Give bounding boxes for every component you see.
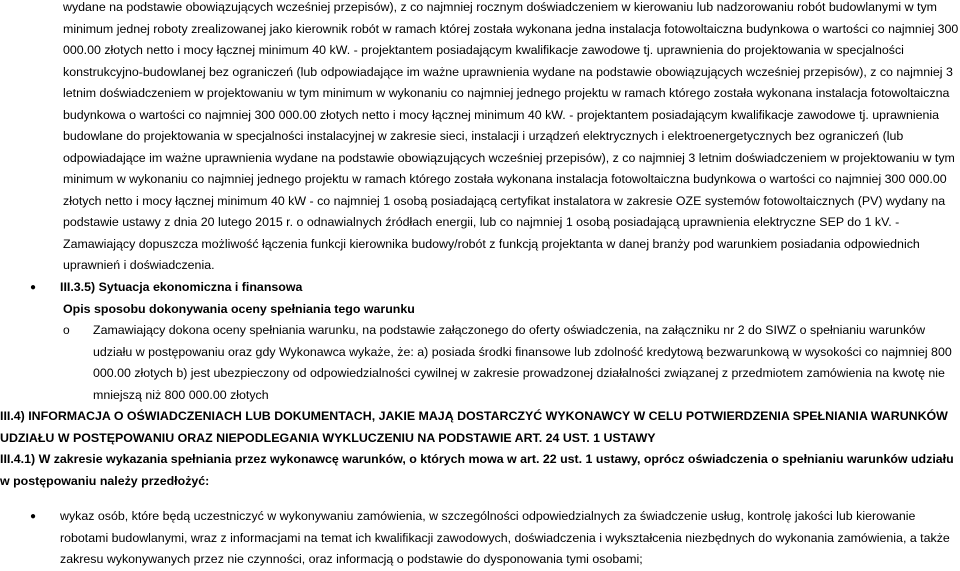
- section-3-5-text: Zamawiający dokona oceny spełniania warunku, na podstawie załączonego do oferty oświadczenia, na załączniku nr 2 do SIWZ o spełnianiu warunków udziału w postępowaniu oraz gdy Wykonawca wykaże, że: a) posiada środki finansowe lub zdolność kredytową bezwarunkową w wysokości co najmniej 800 000.00 złotych b) jest ubezpieczony od odpowiedzialności cywilnej w zakresie prowadzonej działalności związanej z przedmiotem zamówienia na kwotę nie mniejszą niż 800 000.00 złotych: [93, 323, 952, 402]
- section-3-5-heading: III.3.5) Sytuacja ekonomiczna i finansowa: [60, 280, 303, 294]
- section-4-heading: III.4) INFORMACJA O OŚWIADCZENIACH LUB DOKUMENTACH, JAKIE MAJĄ DOSTARCZYĆ WYKONAWCY W CELU POTWIERDZENIA SPEŁNIANIA WARUNKÓW UDZIAŁU W POSTĘPOWANIU ORAZ NIEPODLEGANIA WYKLUCZENIU NA PODSTAWIE ART. 24 UST. 1 USTAWY: [0, 409, 948, 445]
- section-3-5-subheading: Opis sposobu dokonywania oceny spełniania tego warunku: [63, 301, 415, 316]
- section-4-1-heading: III.4.1) W zakresie wykazania spełniania przez wykonawcę warunków, o których mowa w art. 22 ust. 1 ustawy, oprócz oświadczenia o spełnianiu warunków udziału w postępowaniu należy przedłożyć:: [0, 452, 954, 488]
- continuation-text: wydane na podstawie obowiązujących wcześniej przepisów), z co najmniej rocznym doświadczeniem w kierowaniu lub nadzorowaniu robót budowlanymi w tym minimum jednej roboty zrealizowanej jako kierownik robót w ramach której została wykonana jedna instalacja fotowoltaiczna budynkowa o wartości co najmniej 300 000.00 złotych netto i mocy łącznej minimum 40 kW. - projektantem posiadającym kwalifikacje zawodowe tj. uprawnienia do projektowania w specjalności konstrukcyjno-budowlanej bez ograniczeń (lub odpowiadające im ważne uprawnienia wydane na podstawie obowiązujących wcześniej przepisów), z co najmniej 3 letnim doświadczeniem w projektowaniu w tym minimum w wykonaniu co najmniej jednego projektu w ramach którego została wykonana instalacja fotowoltaiczna budynkowa o wartości co najmniej 300 000.00 złotych netto i mocy łącznej minimum 40 kW. - projektantem posiadającym kwalifikacje zawodowe tj. uprawnienia budowlane do projektowania w specjalności instalacyjnej w zakresie sieci, instalacji i urządzeń elektrycznych i elektroenergetycznych bez ograniczeń (lub odpowiadające im ważne uprawnienia wydane na podstawie obowiązujących wcześniej przepisów), z co najmniej 3 letnim doświadczeniem w projektowaniu w tym minimum w wykonaniu co najmniej jednego projektu w ramach którego została wykonana instalacja fotowoltaiczna budynkowa o wartości co najmniej 300 000.00 złotych netto i mocy łącznej minimum 40 kW - co najmniej 1 osobą posiadającą certyfikat instalatora w zakresie OZE systemów fotowoltaicznych (PV) wydany na podstawie ustawy z dnia 20 lutego 2015 r. o odnawialnych źródłach energii, lub co najmniej 1 osobą posiadającą uprawnienia elektryczne SEP do 1 kV. - Zamawiający dopuszcza możliwość łączenia funkcji kierownika budowy/robót z funkcją projektanta w danej branży pod warunkiem posiadania odpowiednich uprawnień i doświadczenia.: [63, 0, 959, 272]
- bottom-item-text: wykaz osób, które będą uczestniczyć w wykonywaniu zamówienia, w szczególności odpowiedzialnych za świadczenie usług, kontrolę jakości lub kierowanie robotami budowlanymi, wraz z informacjami na temat ich kwalifikacji zawodowych, doświadczenia i wykształcenia niezbędnych do wykonania zamówienia, a także zakresu wykonywanych przez nie czynności, oraz informacją o podstawie do dysponowania tymi osobami;: [60, 509, 950, 566]
- circle-bullet-icon: o: [63, 323, 70, 337]
- continuation-paragraph: [63, 0, 960, 277]
- bullet-icon: ●: [30, 282, 37, 293]
- bullet-icon: ●: [30, 511, 37, 522]
- section-3-5-block: [0, 277, 960, 571]
